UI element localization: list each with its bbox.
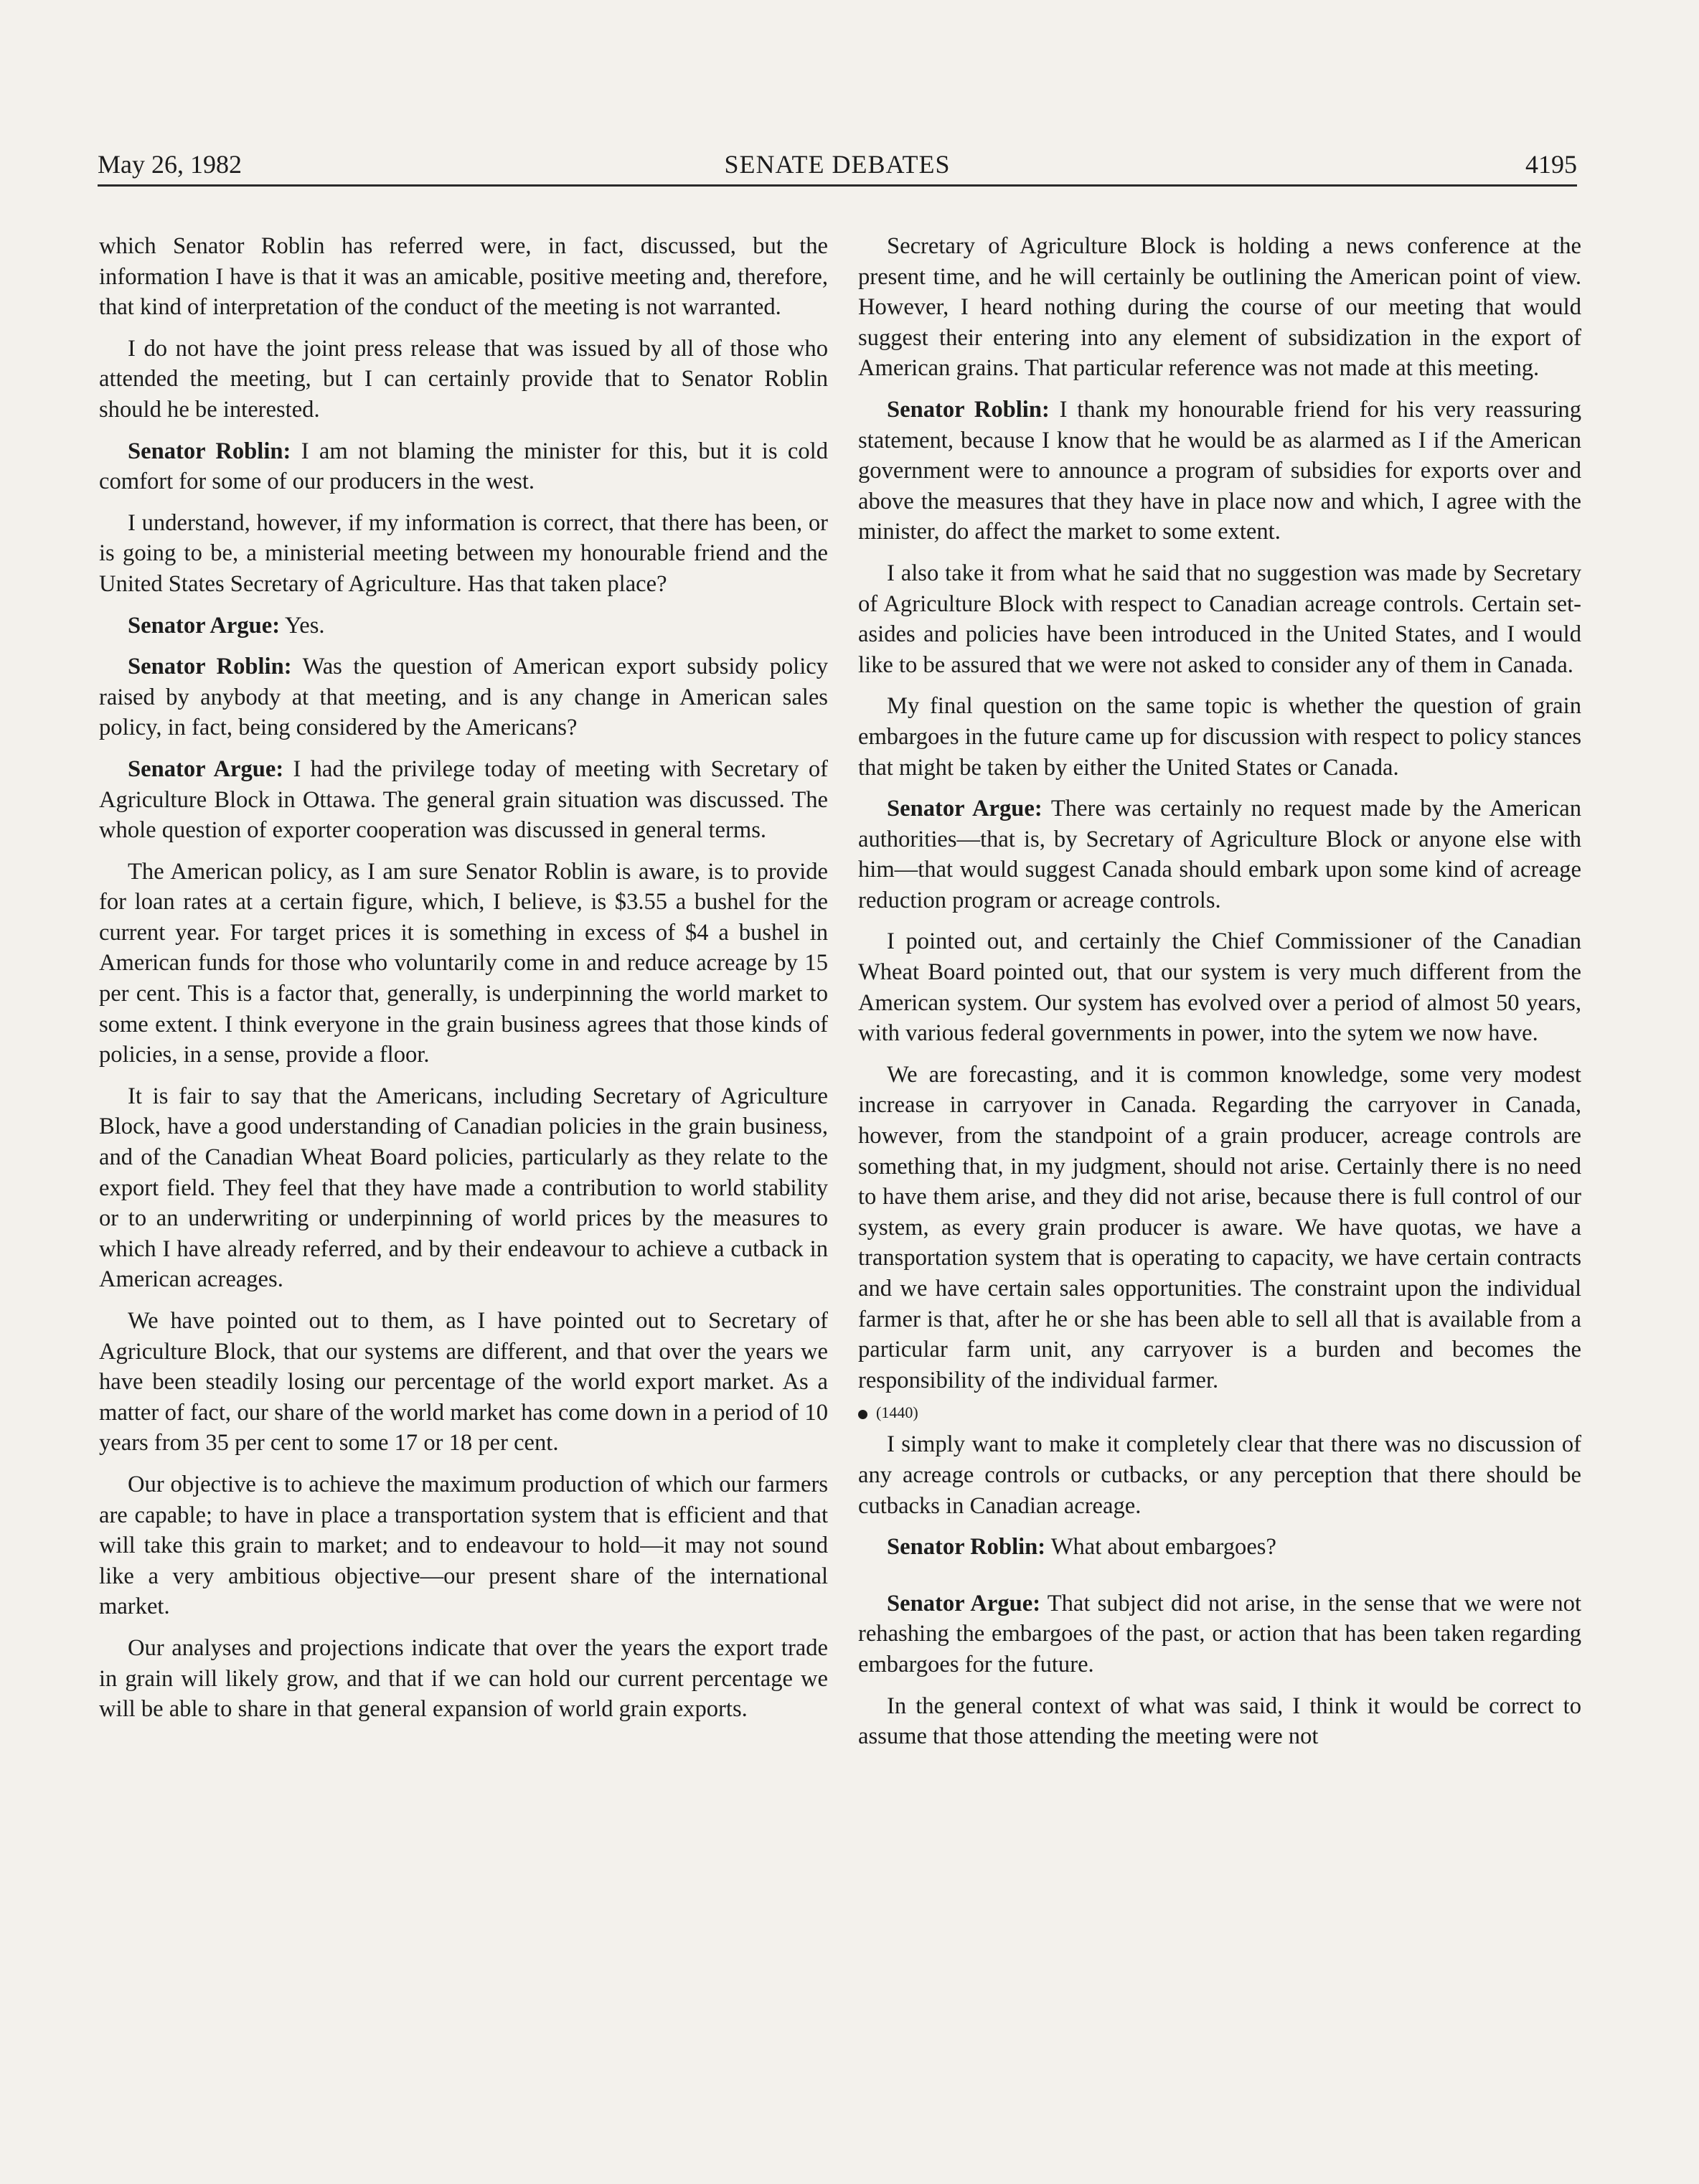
paragraph-text: Our analyses and projections indicate that over the years the export trade in grain will likely grow, and that if we can hold our current percentage we will be able to share in that general expansion of world grain exports. [99, 1634, 828, 1723]
paragraph [99, 436, 828, 497]
paragraph [99, 1081, 828, 1295]
header-title: SENATE DEBATES [724, 150, 951, 179]
time-marker [858, 1402, 1581, 1423]
paragraph [99, 651, 828, 743]
paragraph [858, 395, 1581, 547]
paragraph-text: I had the privilege today of meeting with Secretary of Agriculture Block in Ottawa. The general grain situation was discussed. The whole question of exporter cooperation was discussed in general terms. [99, 756, 828, 844]
paragraph-text: I pointed out, and certainly the Chief Commissioner of the Canadian Wheat Board pointed out, that our system is very much different from the American system. Our system has evolved over a period of almost 50 years, with various federal governments in power, into the sytem we now have. [858, 928, 1581, 1047]
paragraph [858, 794, 1581, 916]
paragraph-text: Secretary of Agriculture Block is holding a news conference at the present time, and he will certainly be outlining the American point of view. However, I heard nothing during the course of our meeting that would suggest their entering into any element of subsidization in the export of American grains. That particular reference was not made at this meeting. [858, 233, 1581, 382]
right-column [858, 231, 1581, 1763]
paragraph-text: I understand, however, if my information is correct, that there has been, or is going to be, a ministerial meeting between my honourable friend and the United States Secretary of Agriculture. Has that taken place? [99, 509, 828, 597]
paragraph [99, 508, 828, 600]
speaker-name: Senator Roblin: [887, 396, 1050, 423]
paragraph [858, 231, 1581, 384]
paragraph [99, 1633, 828, 1725]
paragraph [99, 857, 828, 1070]
paragraph-text: What about embargoes? [1050, 1534, 1276, 1561]
paragraph [99, 1306, 828, 1459]
paragraph [858, 558, 1581, 680]
paragraph-text: I simply want to make it completely clear that there was no discussion of any acreage controls or cutbacks, or any perception that there should be cutbacks in Canadian acreage. [858, 1431, 1581, 1519]
speaker-name: Senator Roblin: [128, 438, 291, 464]
page-number: 4195 [1525, 150, 1577, 179]
paragraph-text: That subject did not arise, in the sense that we were not rehashing the embargoes of the past, or action that has been taken regarding embargoes for the future. [858, 1590, 1582, 1677]
paragraph-text: In the general context of what was said, I think it would be correct to assume that those attending the meeting were not [858, 1693, 1581, 1750]
paragraph [99, 231, 828, 323]
paragraph-text: It is fair to say that the Americans, including Secretary of Agriculture Block, have a good understanding of Canadian policies in the grain business, and of the Canadian Wheat Board policies, particularly as they relate to the export field. They feel that they have made a contribution to world stability or to an underwriting or underpinning of world prices by the measures to which I have already referred, and by their endeavour to achieve a cutback in American acreages. [99, 1083, 828, 1293]
paragraph [858, 1588, 1581, 1680]
page-header [98, 147, 1577, 187]
paragraph-text: I am not blaming the minister for this, but it is cold comfort for some of our producers in the west. [99, 438, 828, 495]
speaker-name: Senator Argue: [887, 796, 1043, 822]
speaker-name: Senator Argue: [887, 1590, 1041, 1616]
speaker-name: Senator Argue: [128, 612, 281, 639]
paragraph-text: I do not have the joint press release that was issued by all of those who attended the meeting, but I can certainly provide that to Senator Roblin should he be interested. [99, 335, 828, 423]
paragraph-text: My final question on the same topic is whether the question of grain embargoes in the future came up for discussion with respect to policy stances that might be taken by either the United States or Canada. [858, 693, 1581, 781]
paragraph [99, 611, 828, 641]
bullet-icon [858, 1410, 867, 1419]
paragraph [99, 334, 828, 425]
left-column [99, 231, 828, 1736]
paragraph-text: There was certainly no request made by the American authorities—that is, by Secretary of Agriculture Block or anyone else with him—that would suggest Canada should embark upon some kind of acreage reduction program or acreage controls. [858, 796, 1581, 913]
paragraph-text: which Senator Roblin has referred were, in fact, discussed, but the information I have is that it was an amicable, positive meeting and, therefore, that kind of interpretation of the conduct of the meeting is not warranted. [99, 233, 828, 321]
paragraph-text: Was the question of American export subsidy policy raised by anybody at that meeting, and is any change in American sales policy, in fact, being considered by the Americans? [99, 654, 828, 741]
paragraph [99, 754, 828, 846]
header-date: May 26, 1982 [98, 150, 242, 179]
paragraph [858, 1532, 1581, 1563]
paragraph [858, 691, 1581, 783]
paragraph-text: Yes. [284, 612, 325, 639]
paragraph-text: Our objective is to achieve the maximum production of which our farmers are capable; to have in place a transportation system that is efficient and that will take this grain to market; and to endeavour to hold—it may not sound like a very ambitious objective—our present share of the international market. [99, 1471, 828, 1620]
speaker-name: Senator Roblin: [887, 1534, 1046, 1561]
paragraph [858, 1429, 1581, 1521]
time-marker-text: (1440) [876, 1403, 918, 1422]
paragraph-text: We are forecasting, and it is common knowledge, some very modest increase in carryover in Canada. Regarding the carryover in Canada, however, from the standpoint of a grain producer, acreage controls are something that, in my judgment, should not arise. Certainly there is no need to have them arise, and they did not arise, because there is full control of our system, as every grain producer is aware. We have quotas, we have a transportation system that is operating to capacity, we have certain contracts and we have certain sales opportunities. The constraint upon the individual farmer is that, after he or she has been able to sell all that is available from a particular farm unit, any carryover is a burden and becomes the responsibility of the individual farmer. [858, 1061, 1581, 1393]
paragraph [858, 1691, 1581, 1752]
paragraph [858, 926, 1581, 1048]
paragraph-text: I also take it from what he said that no suggestion was made by Secretary of Agriculture Block with respect to Canadian acreage controls. Certain set-asides and policies have been introduced in the United States, and I would like to be assured that we were not asked to consider any of them in Canada. [858, 560, 1581, 678]
paragraph-text: We have pointed out to them, as I have pointed out to Secretary of Agriculture Block, that our systems are different, and that over the years we have been steadily losing our percentage of the world export market. As a matter of fact, our share of the world market has come down in a period of 10 years from 35 per cent to some 17 or 18 per cent. [99, 1308, 828, 1456]
paragraph [858, 1060, 1581, 1396]
paragraph [99, 1469, 828, 1622]
paragraph-text: I thank my honourable friend for his very reassuring statement, because I know that he would be as alarmed as I if the American government were to announce a program of subsidies for exports over and above the measures that they have in place now and which, I agree with the minister, do affect the market to some extent. [858, 396, 1581, 545]
paragraph-text: The American policy, as I am sure Senator Roblin is aware, is to provide for loan rates at a certain figure, which, I believe, is $3.55 a bushel for the current year. For target prices it is something in excess of $4 a bushel in American funds for those who voluntarily come in and reduce acreage by 15 per cent. This is a factor that, generally, is underpinning the world market to some extent. I think everyone in the grain business agrees that those kinds of policies, in a sense, provide a floor. [99, 858, 828, 1068]
speaker-name: Senator Argue: [128, 756, 284, 782]
speaker-name: Senator Roblin: [128, 654, 292, 680]
